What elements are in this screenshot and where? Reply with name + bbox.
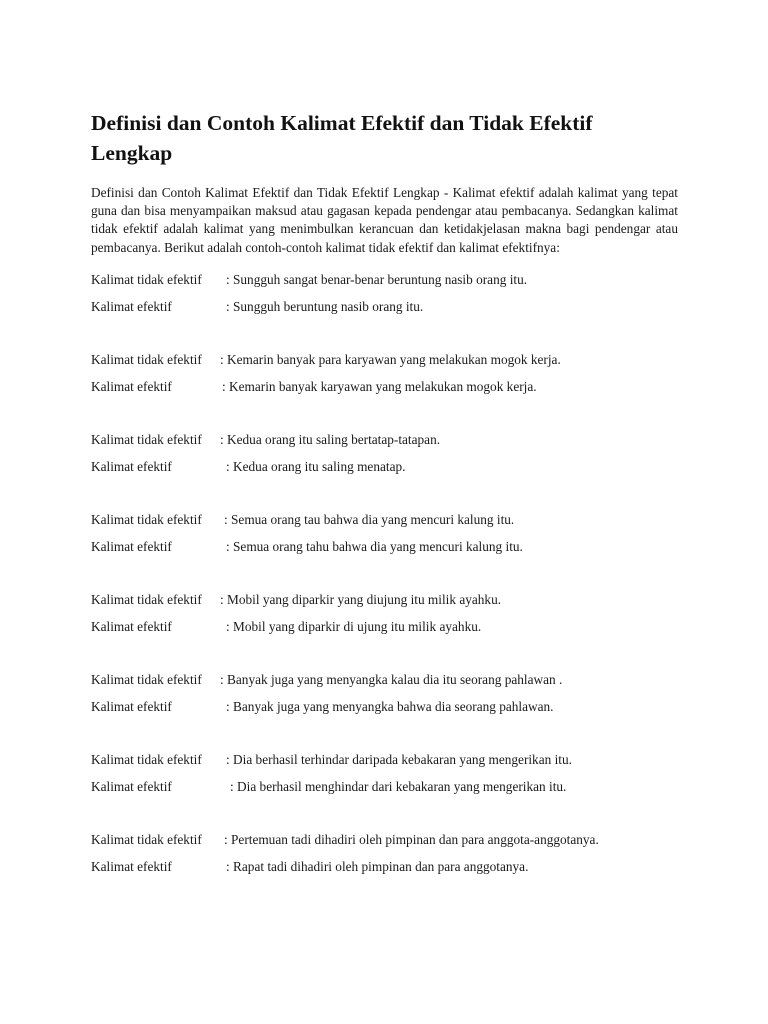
ineffective-label: Kalimat tidak efektif [91, 831, 202, 847]
effective-sentence-row [91, 298, 678, 325]
ineffective-label: Kalimat tidak efektif [91, 671, 202, 687]
effective-sentence-row [91, 458, 678, 485]
example-pair [91, 591, 678, 645]
effective-sentence: : Dia berhasil menghindar dari kebakaran yang mengerikan itu. [230, 778, 567, 794]
ineffective-sentence: : Kemarin banyak para karyawan yang melakukan mogok kerja. [220, 351, 561, 367]
ineffective-sentence-row [91, 671, 678, 698]
document-page [91, 108, 678, 911]
effective-label: Kalimat efektif [91, 538, 172, 554]
effective-sentence: : Semua orang tahu bahwa dia yang mencuri kalung itu. [226, 538, 523, 554]
intro-paragraph: Definisi dan Contoh Kalimat Efektif dan Tidak Efektif Lengkap - Kalimat efektif adalah kalimat yang tepat guna dan bisa menyampaikan maksud atau gagasan kepada pendengar atau pembacanya. Sedangkan kalimat tidak efektif adalah kalimat yang menimbulkan kerancuan dan ketidakjelasan makna bagi pendengar atau pembacanya. Berikut adalah contoh-contoh kalimat tidak efektif dan kalimat efektifnya: [91, 185, 678, 255]
ineffective-label: Kalimat tidak efektif [91, 431, 202, 447]
example-pair [91, 671, 678, 725]
ineffective-sentence: : Sungguh sangat benar-benar beruntung nasib orang itu. [226, 271, 528, 287]
effective-sentence: : Kedua orang itu saling menatap. [226, 458, 406, 474]
example-pair [91, 751, 678, 805]
ineffective-label: Kalimat tidak efektif [91, 751, 202, 767]
effective-sentence-row [91, 538, 678, 565]
example-pair [91, 351, 678, 405]
effective-label: Kalimat efektif [91, 698, 172, 714]
effective-sentence: : Banyak juga yang menyangka bahwa dia seorang pahlawan. [226, 698, 554, 714]
ineffective-sentence-row [91, 351, 678, 378]
effective-sentence-row [91, 858, 678, 885]
effective-label: Kalimat efektif [91, 298, 172, 314]
ineffective-sentence: : Dia berhasil terhindar daripada kebakaran yang mengerikan itu. [226, 751, 572, 767]
ineffective-label: Kalimat tidak efektif [91, 271, 202, 287]
ineffective-label: Kalimat tidak efektif [91, 591, 202, 607]
effective-sentence: : Mobil yang diparkir di ujung itu milik ayahku. [226, 618, 482, 634]
ineffective-sentence: : Pertemuan tadi dihadiri oleh pimpinan dan para anggota-anggotanya. [224, 831, 599, 847]
effective-label: Kalimat efektif [91, 458, 172, 474]
ineffective-label: Kalimat tidak efektif [91, 511, 202, 527]
effective-sentence: : Kemarin banyak karyawan yang melakukan mogok kerja. [222, 378, 537, 394]
ineffective-sentence-row [91, 591, 678, 618]
effective-label: Kalimat efektif [91, 618, 172, 634]
ineffective-sentence-row [91, 431, 678, 458]
effective-label: Kalimat efektif [91, 858, 172, 874]
ineffective-sentence: : Kedua orang itu saling bertatap-tatapan. [220, 431, 441, 447]
effective-sentence-row [91, 378, 678, 405]
effective-sentence: : Sungguh beruntung nasib orang itu. [226, 298, 424, 314]
effective-sentence-row [91, 778, 678, 805]
ineffective-sentence: : Semua orang tau bahwa dia yang mencuri kalung itu. [224, 511, 515, 527]
example-pair [91, 271, 678, 325]
ineffective-sentence-row [91, 511, 678, 538]
effective-label: Kalimat efektif [91, 378, 172, 394]
ineffective-sentence: : Mobil yang diparkir yang diujung itu milik ayahku. [220, 591, 502, 607]
ineffective-sentence-row [91, 751, 678, 778]
ineffective-sentence-row [91, 271, 678, 298]
effective-sentence-row [91, 618, 678, 645]
effective-label: Kalimat efektif [91, 778, 172, 794]
ineffective-sentence-row [91, 831, 678, 858]
document-title: Definisi dan Contoh Kalimat Efektif dan Tidak Efektif Lengkap [91, 111, 593, 165]
ineffective-sentence: : Banyak juga yang menyangka kalau dia itu seorang pahlawan . [220, 671, 563, 687]
example-pair [91, 511, 678, 565]
example-pair [91, 831, 678, 885]
example-pair [91, 431, 678, 485]
effective-sentence: : Rapat tadi dihadiri oleh pimpinan dan para anggotanya. [226, 858, 529, 874]
effective-sentence-row [91, 698, 678, 725]
ineffective-label: Kalimat tidak efektif [91, 351, 202, 367]
